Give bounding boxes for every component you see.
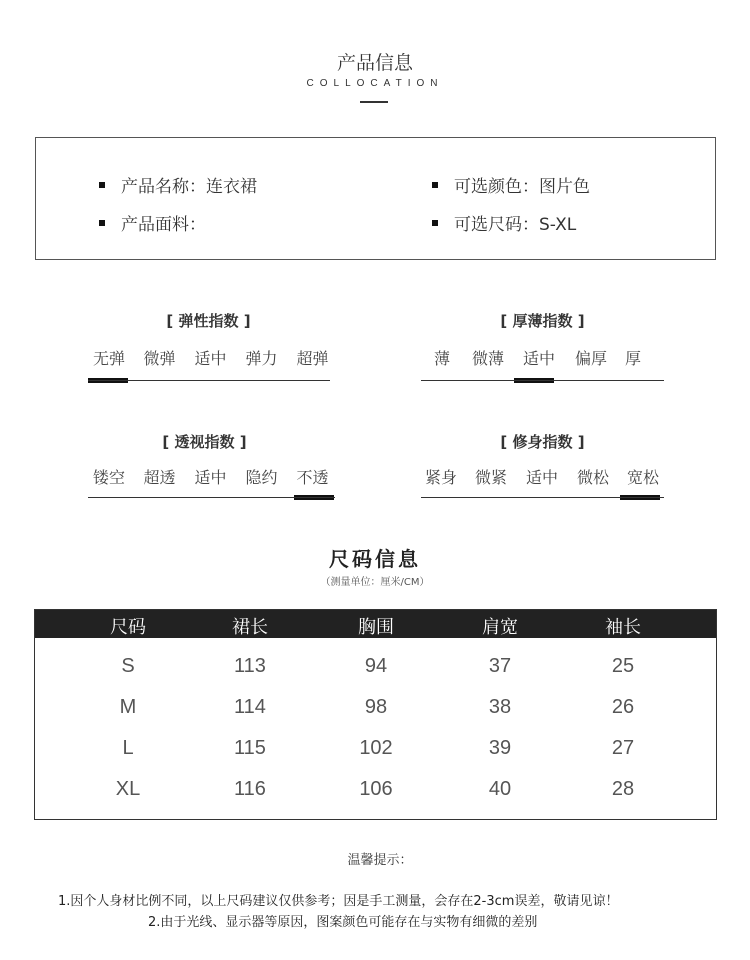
elasticity-option: 弹力 [245, 349, 278, 368]
bullet-icon [432, 182, 438, 188]
bullet-icon [99, 182, 105, 188]
table-cell: 113 [234, 655, 266, 677]
product-color-item [432, 172, 590, 197]
table-cell: 98 [364, 696, 388, 718]
table-cell: 38 [488, 696, 512, 718]
transparency-option: 不透 [296, 468, 329, 487]
elasticity-options [84, 346, 338, 369]
size-table-header [35, 610, 716, 638]
bullet-icon [99, 220, 105, 226]
elasticity-option: 微弹 [143, 349, 176, 368]
table-cell-size: XL [115, 778, 141, 800]
thickness-options [416, 346, 654, 369]
tip-line: 2.由于光线、显示器等原因，图案颜色可能存在与实物有细微的差别 [148, 915, 538, 930]
product-size-text: 可选尺码：S-XL [454, 215, 577, 235]
product-name-text: 产品名称：连衣裙 [121, 177, 257, 197]
fit-option: 微紧 [474, 468, 507, 487]
transparency-option: 适中 [194, 468, 227, 487]
elasticity-option: 无弹 [92, 349, 125, 368]
size-info-unit: （测量单位：厘米/CM） [320, 577, 430, 588]
fit-option: 紧身 [424, 468, 457, 487]
column-header: 裙长 [232, 617, 268, 638]
thickness-option: 厚 [624, 349, 641, 368]
elasticity-scale-line [88, 380, 330, 381]
fit-index-title: [ 修身指数 ] [500, 433, 585, 451]
transparency-options [84, 465, 338, 488]
table-cell: 39 [488, 737, 512, 759]
table-cell: 106 [359, 778, 393, 800]
product-info-box [35, 137, 716, 260]
column-header: 肩宽 [482, 617, 518, 638]
elasticity-index-title: [ 弹性指数 ] [166, 312, 251, 330]
size-info-title: 尺码信息 [329, 547, 421, 571]
product-name-item [99, 172, 257, 197]
title-divider [360, 101, 388, 103]
table-cell: 28 [611, 778, 635, 800]
table-cell: 115 [234, 737, 266, 759]
transparency-option: 超透 [143, 468, 176, 487]
transparency-option: 隐约 [245, 468, 278, 487]
tip-line: 1.因个人身材比例不同，以上尺码建议仅供参考；因是手工测量，会存在2-3cm误差，敬请见谅！ [58, 894, 619, 909]
fit-option: 适中 [525, 468, 558, 487]
tips-title: 温馨提示： [347, 853, 413, 868]
page-subtitle: COLLOCATION [306, 78, 444, 89]
table-cell: 27 [611, 737, 635, 759]
table-cell: 116 [234, 778, 266, 800]
transparency-scale-line [88, 497, 335, 498]
table-cell-size: S [121, 655, 135, 677]
fit-option: 微松 [576, 468, 609, 487]
table-cell: 37 [488, 655, 512, 677]
fit-option: 宽松 [626, 468, 659, 487]
table-cell-size: L [122, 737, 134, 759]
size-table [34, 609, 717, 820]
table-cell: 26 [611, 696, 635, 718]
table-cell: 25 [611, 655, 635, 677]
table-cell-size: M [119, 696, 137, 718]
fit-scale-line [421, 497, 664, 498]
column-header: 胸围 [358, 617, 394, 638]
thickness-index-title: [ 厚薄指数 ] [500, 312, 585, 330]
elasticity-option: 超弹 [296, 349, 329, 368]
fit-options [416, 465, 668, 488]
thickness-option: 微薄 [471, 349, 504, 368]
thickness-option: 薄 [433, 349, 450, 368]
column-header: 尺码 [110, 617, 146, 638]
product-fabric-text: 产品面料： [121, 215, 206, 235]
table-cell: 94 [364, 655, 388, 677]
transparency-index-title: [ 透视指数 ] [162, 433, 247, 451]
column-header: 袖长 [605, 617, 641, 638]
product-size-item [432, 210, 576, 235]
product-color-text: 可选颜色：图片色 [454, 177, 590, 197]
transparency-option: 镂空 [92, 468, 125, 487]
thickness-option: 适中 [522, 349, 555, 368]
elasticity-option: 适中 [194, 349, 227, 368]
table-cell: 102 [359, 737, 393, 759]
product-fabric-item [99, 210, 206, 235]
page-title: 产品信息 [336, 52, 413, 74]
table-cell: 114 [234, 696, 266, 718]
thickness-scale-line [421, 380, 664, 381]
table-cell: 40 [488, 778, 512, 800]
bullet-icon [432, 220, 438, 226]
thickness-option: 偏厚 [574, 349, 607, 368]
